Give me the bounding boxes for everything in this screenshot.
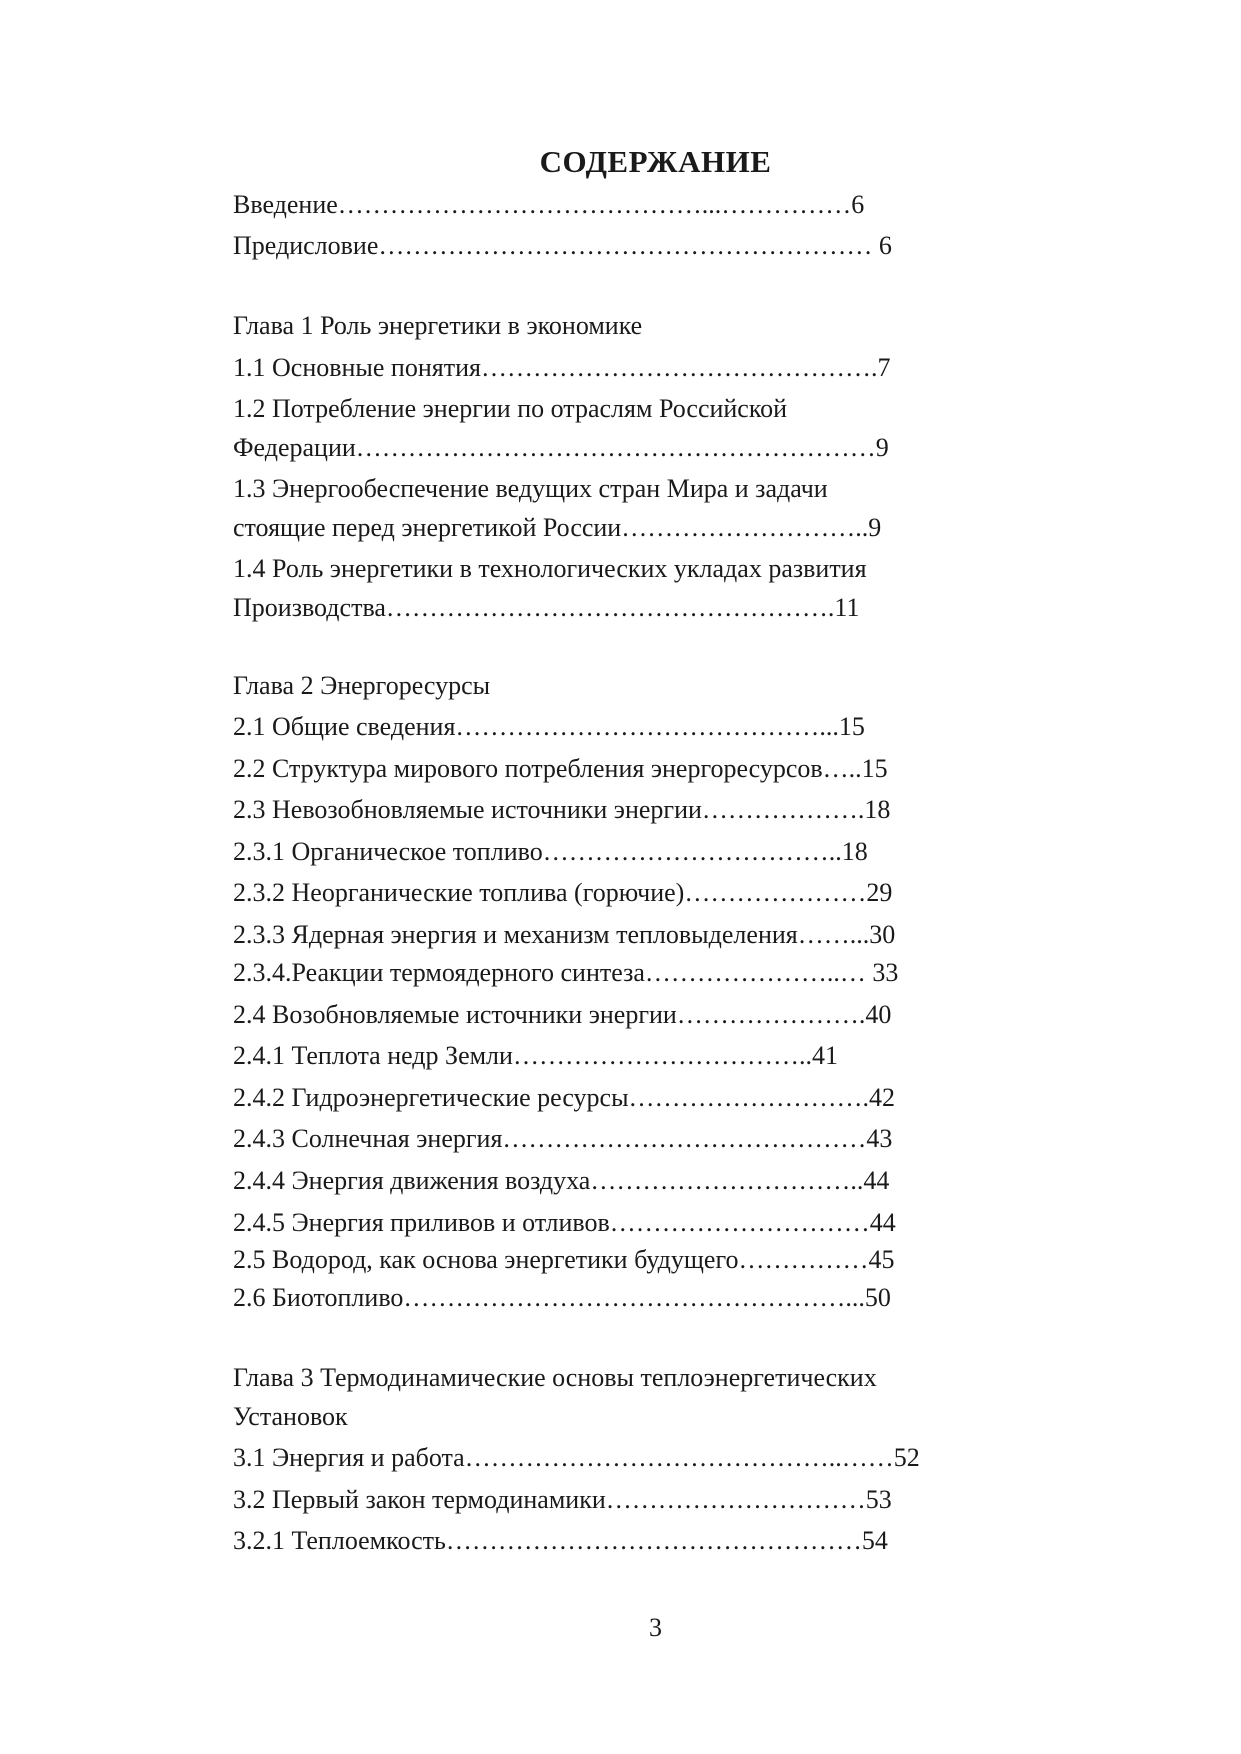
toc-entry-preface: Предисловие………………………………………………… 6 bbox=[233, 231, 892, 260]
toc-chapter-3-heading: Глава 3 Термодинамические основы теплоэнергетических bbox=[233, 1363, 877, 1392]
toc-chapter-2-heading: Глава 2 Энергоресурсы bbox=[233, 671, 491, 700]
toc-entry-3-2: 3.2 Первый закон термодинамики…………………………53 bbox=[233, 1485, 892, 1514]
toc-entry-3-2-1: 3.2.1 Теплоемкость…………………………………………54 bbox=[233, 1526, 888, 1555]
toc-entry-1-4-continued: Производства…………………………………………….11 bbox=[233, 593, 860, 622]
toc-entry-2-3-2: 2.3.2 Неорганические топлива (горючие)…………………29 bbox=[233, 878, 893, 907]
toc-entry-2-4: 2.4 Возобновляемые источники энергии………………….40 bbox=[233, 1000, 892, 1029]
toc-entry-1-4: 1.4 Роль энергетики в технологических укладах развития bbox=[233, 554, 867, 583]
toc-entry-2-4-4: 2.4.4 Энергия движения воздуха…………………………..44 bbox=[233, 1166, 890, 1195]
toc-entry-2-3-1: 2.3.1 Органическое топливо……………………………..18 bbox=[233, 837, 868, 866]
toc-entry-2-1: 2.1 Общие сведения……………………………………...15 bbox=[233, 712, 865, 741]
toc-entry-1-2-continued: Федерации……………………………………………………9 bbox=[233, 433, 889, 462]
page-title: СОДЕРЖАНИЕ bbox=[539, 144, 772, 179]
toc-entry-1-2: 1.2 Потребление энергии по отраслям Российской bbox=[233, 394, 788, 423]
toc-entry-2-3: 2.3 Невозобновляемые источники энергии……………….18 bbox=[233, 795, 891, 824]
toc-entry-2-5: 2.5 Водород, как основа энергетики будущего……………45 bbox=[233, 1245, 895, 1274]
toc-entry-2-4-3: 2.4.3 Солнечная энергия……………………………………43 bbox=[233, 1124, 893, 1153]
toc-chapter-1-heading: Глава 1 Роль энергетики в экономике bbox=[233, 311, 643, 340]
toc-entry-3-1: 3.1 Энергия и работа……………………………………..……52 bbox=[233, 1443, 920, 1472]
toc-entry-2-3-4: 2.3.4.Реакции термоядерного синтеза…………………..… 33 bbox=[233, 958, 899, 987]
toc-entry-1-3-continued: стоящие перед энергетикой России………………………..9 bbox=[233, 513, 882, 542]
toc-entry-2-3-3: 2.3.3 Ядерная энергия и механизм тепловыделения……...30 bbox=[233, 920, 896, 949]
toc-entry-1-3: 1.3 Энергообеспечение ведущих стран Мира и задачи bbox=[233, 474, 828, 503]
toc-entry-2-2: 2.2 Структура мирового потребления энергоресурсов…..15 bbox=[233, 754, 888, 783]
page-number: 3 bbox=[649, 1613, 662, 1642]
toc-entry-2-6: 2.6 Биотопливо……………………………………………...50 bbox=[233, 1283, 891, 1312]
toc-chapter-3-heading-continued: Установок bbox=[233, 1402, 348, 1431]
toc-entry-2-4-2: 2.4.2 Гидроэнергетические ресурсы……………………….42 bbox=[233, 1083, 896, 1112]
toc-entry-2-4-5: 2.4.5 Энергия приливов и отливов…………………………44 bbox=[233, 1208, 896, 1237]
toc-entry-2-4-1: 2.4.1 Теплота недр Земли……………………………..41 bbox=[233, 1041, 838, 1070]
toc-entry-introduction: Введение……………………………………...……………6 bbox=[233, 190, 865, 219]
toc-entry-1-1: 1.1 Основные понятия……………………………………….7 bbox=[233, 353, 891, 382]
